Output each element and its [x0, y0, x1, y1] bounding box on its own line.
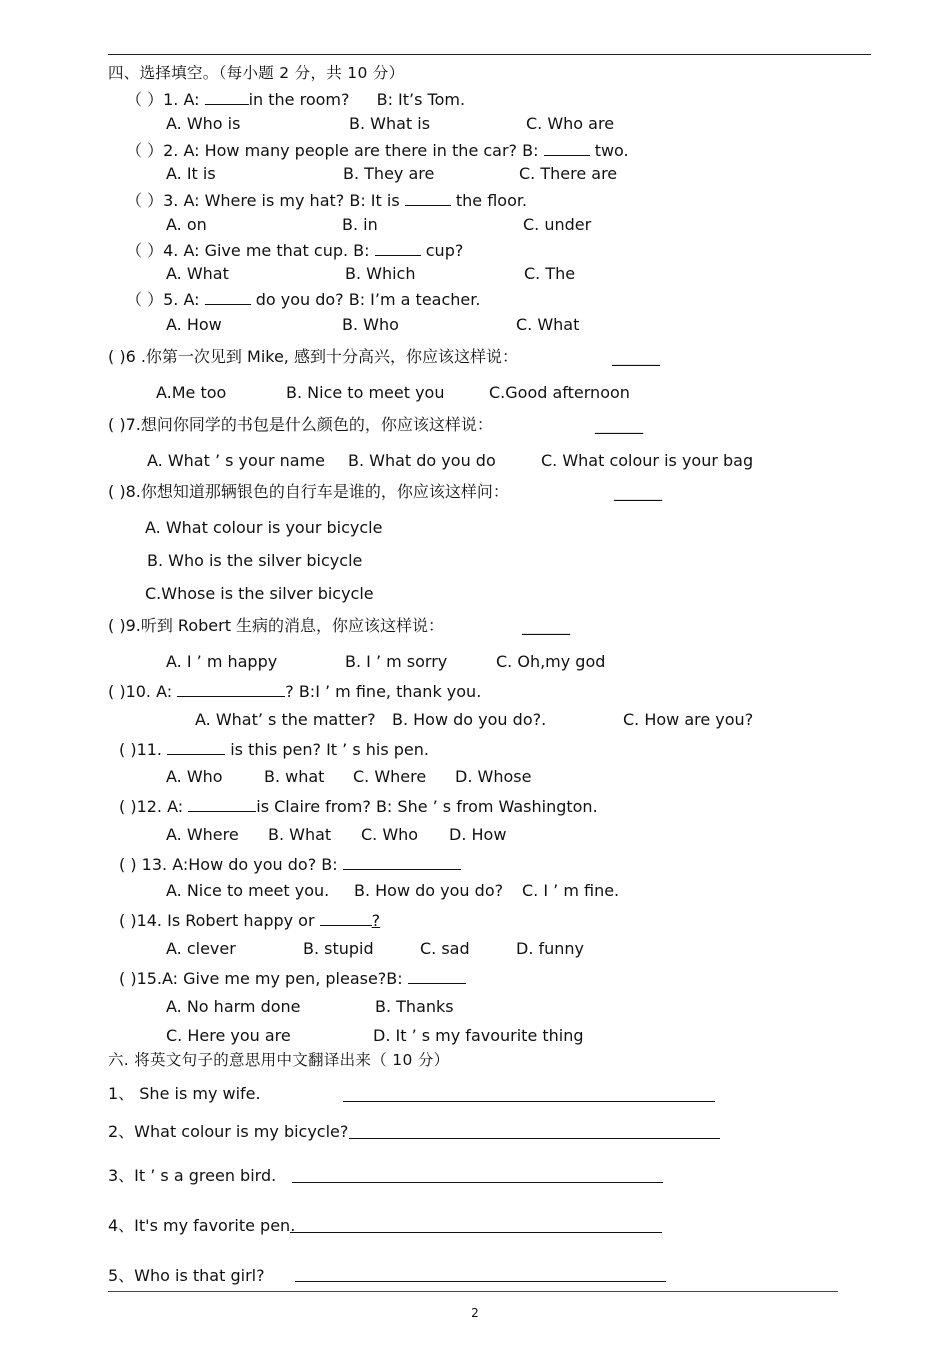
option-a[interactable]: A. What — [166, 264, 229, 283]
option-c[interactable]: C.Whose is the silver bicycle — [145, 584, 374, 603]
answer-blank[interactable] — [177, 681, 285, 697]
answer-line[interactable] — [292, 1182, 663, 1183]
answer-blank[interactable]: ______ — [612, 347, 660, 366]
question-1: （ ）1. A: in the room? B: It’s Tom. — [126, 90, 466, 109]
option-c[interactable]: C. Who are — [526, 114, 615, 133]
option-a[interactable]: A. Where — [166, 825, 239, 844]
question-10: ( )10. A: ? B:I ’ m fine, thank you. — [108, 682, 482, 701]
question-13: ( ) 13. A:How do you do? B: — [119, 854, 461, 875]
translation-item-3: 3、It ’ s a green bird. — [108, 1166, 277, 1185]
answer-blank[interactable]: ______ — [522, 616, 570, 635]
answer-blank[interactable] — [205, 289, 251, 305]
option-c[interactable]: C. Oh,my god — [496, 652, 606, 671]
option-a[interactable]: A. Nice to meet you. — [166, 881, 330, 900]
option-c[interactable]: C.Good afternoon — [489, 383, 630, 402]
question-15: ( )15.A: Give me my pen, please?B: — [119, 968, 466, 989]
answer-line[interactable] — [295, 1281, 666, 1282]
section-heading: 六. 将英文句子的意思用中文翻译出来（ 10 分） — [108, 1051, 450, 1069]
option-c[interactable]: C. Who — [361, 825, 419, 844]
option-b[interactable]: B. They are — [343, 164, 435, 183]
answer-blank[interactable] — [167, 739, 225, 755]
option-c[interactable]: C. There are — [519, 164, 618, 183]
option-d[interactable]: D. Whose — [455, 767, 532, 786]
option-a[interactable]: A. Who is — [166, 114, 241, 133]
option-d[interactable]: D. How — [449, 825, 507, 844]
page-number: 2 — [471, 1306, 479, 1320]
answer-line[interactable] — [349, 1138, 720, 1139]
option-c[interactable]: C. What — [516, 315, 580, 334]
option-c[interactable]: C. What colour is your bag — [541, 451, 754, 470]
answer-blank[interactable] — [375, 240, 421, 256]
option-a[interactable]: A.Me too — [156, 383, 227, 402]
answer-line[interactable] — [343, 1101, 715, 1102]
option-b[interactable]: B. How do you do? — [354, 881, 504, 900]
option-c[interactable]: C. The — [524, 264, 576, 283]
question-4: （ ）4. A: Give me that cup. B: cup? — [126, 241, 464, 260]
option-b[interactable]: B. in — [342, 215, 378, 234]
question-8: ( )8.你想知道那辆银色的自行车是谁的，你应该这样问： — [108, 482, 509, 501]
option-c[interactable]: C. Here you are — [166, 1026, 291, 1045]
option-c[interactable]: C. Where — [353, 767, 427, 786]
option-a[interactable]: A. How — [166, 315, 222, 334]
answer-line[interactable] — [290, 1232, 662, 1233]
option-a[interactable]: A. clever — [166, 939, 236, 958]
translation-item-2: 2、What colour is my bicycle? — [108, 1122, 349, 1141]
option-b[interactable]: B. what — [264, 767, 325, 786]
answer-blank[interactable] — [405, 190, 451, 206]
top-rule — [108, 54, 871, 55]
section-heading: 四、选择填空。（每小题 2 分，共 10 分） — [108, 64, 405, 82]
option-c[interactable]: C. under — [523, 215, 592, 234]
option-d[interactable]: D. funny — [516, 939, 585, 958]
option-c[interactable]: C. How are you? — [623, 710, 754, 729]
question-12: ( )12. A: is Claire from? B: She ’ s from Washington. — [119, 797, 598, 816]
answer-blank[interactable]: ______ — [614, 482, 662, 501]
option-a[interactable]: A. What ’ s your name — [147, 451, 325, 470]
option-b[interactable]: B. What — [268, 825, 332, 844]
option-b[interactable]: B. stupid — [303, 939, 374, 958]
option-b[interactable]: B. Who — [342, 315, 399, 334]
translation-item-4: 4、It's my favorite pen. — [108, 1216, 296, 1235]
answer-blank[interactable] — [320, 910, 372, 926]
option-b[interactable]: B. Who is the silver bicycle — [147, 551, 363, 570]
answer-blank[interactable] — [343, 854, 461, 870]
option-a[interactable]: A. Who — [166, 767, 223, 786]
question-9: ( )9.听到 Robert 生病的消息，你应该这样说： — [108, 616, 445, 635]
option-a[interactable]: A. I ’ m happy — [166, 652, 278, 671]
answer-blank[interactable] — [188, 796, 256, 812]
answer-blank[interactable] — [205, 89, 249, 105]
translation-item-5: 5、Who is that girl? — [108, 1266, 265, 1285]
option-a[interactable]: A. on — [166, 215, 207, 234]
answer-blank[interactable] — [408, 968, 466, 984]
question-7: ( )7.想问你同学的书包是什么颜色的，你应该这样说： — [108, 415, 493, 434]
option-b[interactable]: B. I ’ m sorry — [345, 652, 448, 671]
option-c[interactable]: C. sad — [420, 939, 470, 958]
question-2: （ ）2. A: How many people are there in the car? B: two. — [126, 141, 629, 160]
bottom-rule — [108, 1291, 838, 1292]
option-b[interactable]: B. Nice to meet you — [286, 383, 445, 402]
option-b[interactable]: B. Which — [345, 264, 416, 283]
question-3: （ ）3. A: Where is my hat? B: It is the floor. — [126, 191, 528, 210]
question-11: ( )11. is this pen? It ’ s his pen. — [119, 740, 429, 759]
option-b[interactable]: B. What do you do — [348, 451, 496, 470]
question-5: （ ）5. A: do you do? B: I’m a teacher. — [126, 290, 481, 309]
option-d[interactable]: D. It ’ s my favourite thing — [373, 1026, 584, 1045]
option-a[interactable]: A. What colour is your bicycle — [145, 518, 383, 537]
answer-blank[interactable] — [544, 140, 590, 156]
question-14: ( )14. Is Robert happy or ? — [119, 911, 381, 930]
question-6: ( )6 .你第一次见到 Mike, 感到十分高兴，你应该这样说： — [108, 347, 518, 366]
option-c[interactable]: C. I ’ m fine. — [522, 881, 620, 900]
answer-blank[interactable]: ______ — [595, 415, 643, 434]
option-b[interactable]: B. What is — [349, 114, 431, 133]
option-a[interactable]: A. It is — [166, 164, 216, 183]
translation-item-1: 1、 She is my wife. — [108, 1084, 261, 1103]
option-a[interactable]: A. What’ s the matter? — [195, 710, 376, 729]
option-b[interactable]: B. Thanks — [375, 997, 454, 1016]
option-b[interactable]: B. How do you do?. — [392, 710, 547, 729]
option-a[interactable]: A. No harm done — [166, 997, 301, 1016]
